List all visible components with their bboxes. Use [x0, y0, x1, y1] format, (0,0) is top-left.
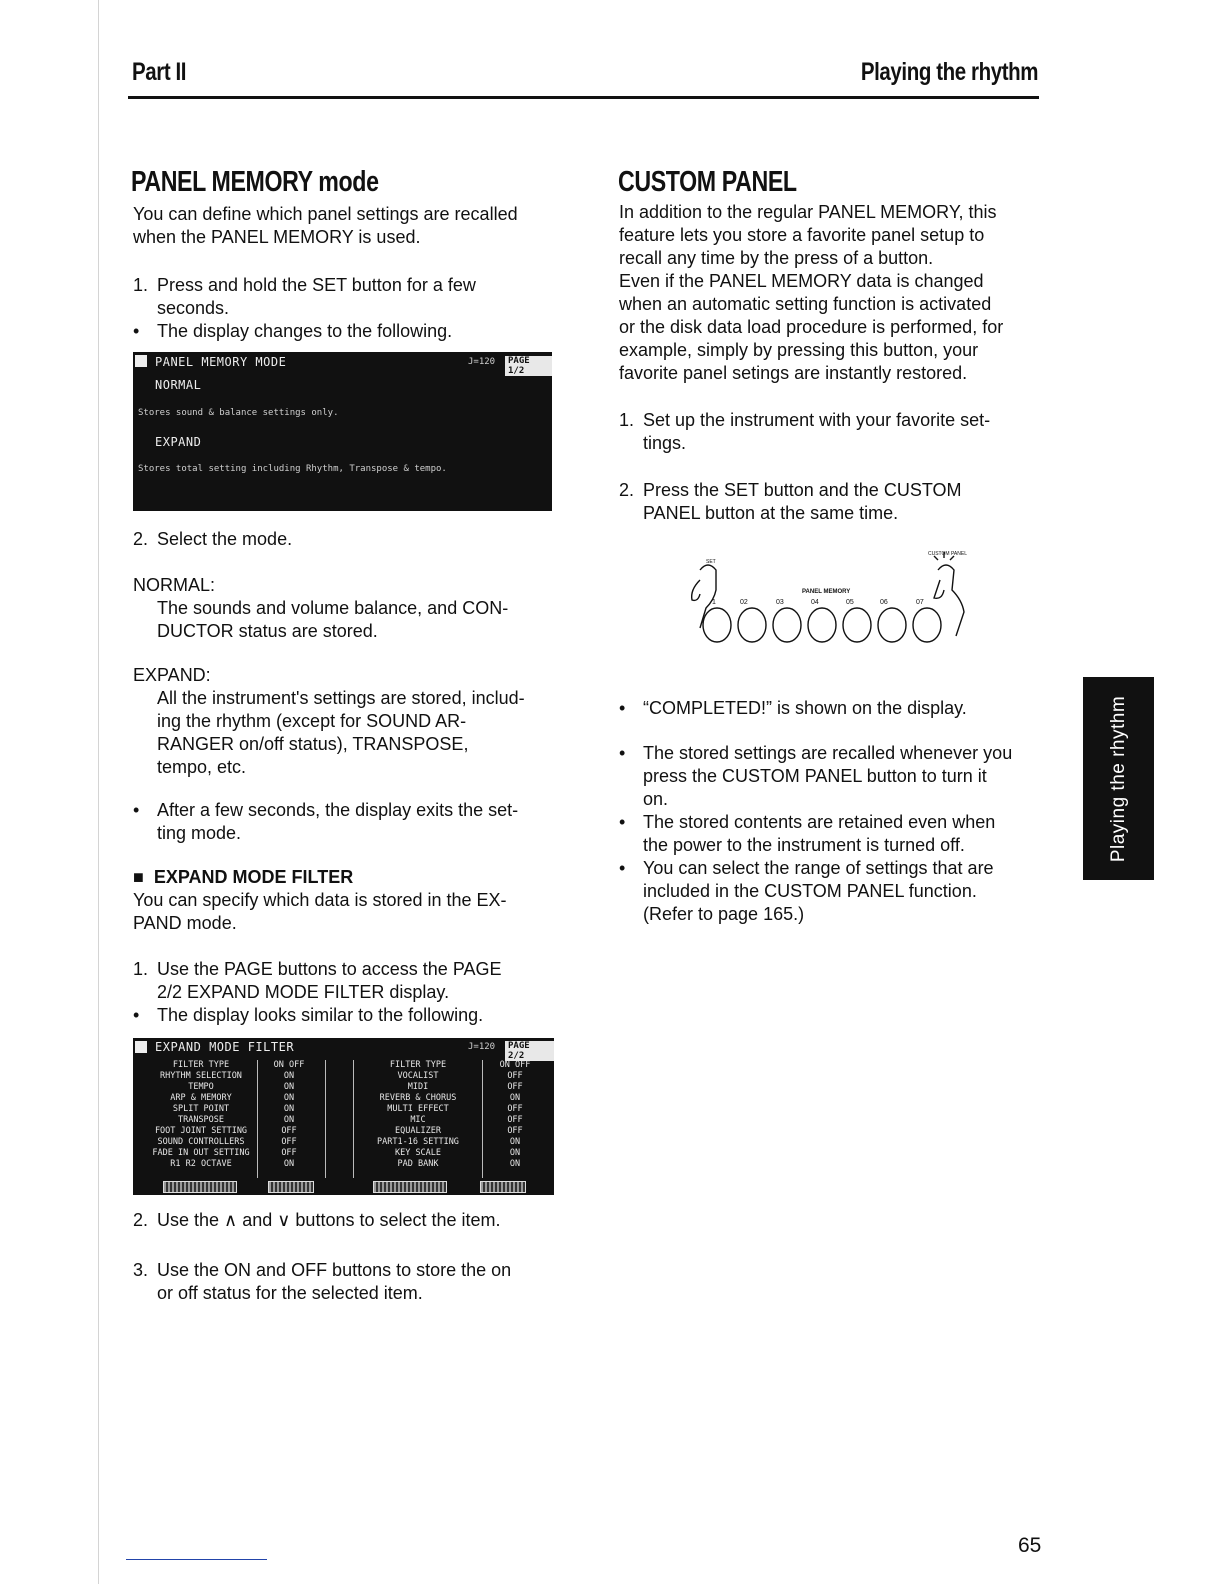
memory-button-icon	[878, 608, 906, 642]
table-cell: OFF	[507, 1104, 523, 1114]
bullet-line: (Refer to page 165.)	[643, 904, 805, 924]
step-1: 1. Press and hold the SET button for a few seconds. • The display changes to the following.	[133, 275, 476, 341]
option-expand: EXPAND	[155, 435, 202, 449]
right-hand-icon	[934, 565, 964, 636]
table-cell: ON	[283, 1115, 295, 1125]
after-line: After a few seconds, the display exits the set-	[157, 800, 519, 820]
column-header: FILTER TYPE	[389, 1060, 447, 1070]
option-normal: NORMAL	[155, 378, 202, 392]
custom-step-1-line: Set up the instrument with your favorite set-	[643, 410, 991, 430]
column-header: ON OFF	[273, 1060, 305, 1070]
filter-step-1-line: Use the PAGE buttons to access the PAGE	[157, 959, 502, 979]
table-cell: MIC	[410, 1115, 426, 1125]
table-cell: PART1-16 SETTING	[377, 1137, 459, 1147]
normal-line: DUCTOR status are stored.	[157, 621, 378, 641]
square-bullet-icon: ■	[133, 867, 154, 887]
custom-panel-intro	[619, 201, 1041, 385]
filter-heading: EXPAND MODE FILTER	[153, 867, 354, 887]
page-binding-edge	[98, 0, 99, 1584]
after-line: ting mode.	[157, 823, 242, 843]
part-label: Part II	[132, 58, 187, 86]
button-number: 02	[740, 599, 748, 606]
table-cell: OFF	[507, 1115, 523, 1125]
table-cell: MULTI EFFECT	[387, 1104, 449, 1114]
filter-step-2: 2. Use the ∧ and ∨ buttons to select the item.	[133, 1210, 501, 1230]
display-menu-icon	[135, 355, 147, 367]
step-1-line: seconds.	[157, 298, 230, 318]
filter-table-right	[353, 1060, 550, 1178]
table-cell: ON	[283, 1159, 295, 1169]
normal-description	[133, 574, 558, 643]
step-2-text: Select the mode.	[157, 529, 293, 549]
table-cell: FOOT JOINT SETTING	[154, 1126, 248, 1136]
bullet-line: “COMPLETED!” is shown on the display.	[643, 698, 967, 718]
bullet-line: the power to the instrument is turned off.	[643, 835, 965, 855]
intro-line: You can define which panel settings are recalled	[133, 204, 518, 224]
custom-step-1-line: tings.	[643, 433, 687, 453]
filter-step-1-line: 2/2 EXPAND MODE FILTER display.	[157, 982, 450, 1002]
normal-line: The sounds and volume balance, and CON-	[157, 598, 509, 618]
table-cell: OFF	[507, 1082, 523, 1092]
memory-button-icon	[843, 608, 871, 642]
scroll-indicator	[268, 1181, 314, 1193]
display-page-badge: PAGE 1/2	[505, 356, 552, 376]
custom-bullet-1: • “COMPLETED!” is shown on the display.	[619, 698, 967, 718]
memory-button-icon	[808, 608, 836, 642]
display-page-badge: PAGE 2/2	[505, 1041, 554, 1061]
button-number: 07	[916, 599, 924, 606]
memory-button-icon	[773, 608, 801, 642]
table-cell: SOUND CONTROLLERS	[157, 1137, 245, 1147]
intro-line: when an automatic setting function is activated	[619, 294, 992, 314]
table-cell: TRANSPOSE	[177, 1115, 225, 1125]
table-cell: OFF	[507, 1126, 523, 1136]
display-title: EXPAND MODE FILTER	[155, 1040, 295, 1054]
button-number: 06	[880, 599, 888, 606]
expand-label: EXPAND:	[133, 665, 211, 685]
filter-line: PAND mode.	[133, 913, 237, 933]
intro-line: Even if the PANEL MEMORY data is changed	[619, 271, 984, 291]
set-label: SET	[706, 559, 716, 565]
panel-buttons-illustration	[670, 550, 990, 650]
memory-button-icon	[913, 608, 941, 642]
button-number: 04	[811, 599, 819, 606]
expand-description	[133, 664, 558, 779]
intro-line: when the PANEL MEMORY is used.	[133, 227, 421, 247]
bullet-line: The stored contents are retained even when	[643, 812, 996, 832]
section-title: Playing the rhythm	[860, 58, 1038, 86]
table-cell: PAD BANK	[397, 1159, 439, 1169]
display-tempo: J=120	[468, 1042, 496, 1052]
panel-memory-label: PANEL MEMORY	[802, 589, 851, 595]
bullet-line: The stored settings are recalled whenever you	[643, 743, 1013, 763]
custom-panel-heading: CUSTOM PANEL	[618, 166, 797, 198]
table-cell: MIDI	[407, 1082, 429, 1092]
table-cell: ON	[509, 1137, 521, 1147]
intro-line: recall any time by the press of a button.	[619, 248, 934, 268]
button-number: 05	[846, 599, 854, 606]
filter-table-left	[145, 1060, 326, 1178]
filter-step-2-text: Use the ∧ and ∨ buttons to select the item.	[157, 1210, 501, 1230]
expand-filter-section	[133, 866, 558, 935]
filter-step-3: 3. Use the ON and OFF buttons to store the on or off status for the selected item.	[133, 1260, 512, 1303]
bullet-line: press the CUSTOM PANEL button to turn it	[643, 766, 987, 786]
bullet-line: included in the CUSTOM PANEL function.	[643, 881, 977, 901]
bullet-line: You can select the range of settings that are	[643, 858, 994, 878]
filter-line: You can specify which data is stored in the EX-	[133, 890, 507, 910]
column-header: FILTER TYPE	[172, 1060, 230, 1070]
footer-line	[126, 1559, 267, 1560]
scroll-indicator	[480, 1181, 526, 1193]
normal-label: NORMAL:	[133, 575, 216, 595]
table-cell: OFF	[281, 1137, 297, 1147]
button-number: 03	[776, 599, 784, 606]
table-cell: ON	[283, 1104, 295, 1114]
scroll-indicator	[373, 1181, 447, 1193]
custom-panel-label: CUSTOM PANEL	[928, 551, 967, 557]
display-menu-icon	[135, 1041, 147, 1053]
table-cell: OFF	[281, 1126, 297, 1136]
chapter-side-tab	[1083, 677, 1154, 880]
bullet-line: on.	[643, 789, 669, 809]
column-header: ON OFF	[499, 1060, 531, 1070]
after-note: • After a few seconds, the display exits the set- ting mode.	[133, 800, 519, 843]
step-1-bullet: The display changes to the following.	[157, 321, 453, 341]
table-cell: FADE IN OUT SETTING	[152, 1148, 250, 1158]
memory-button-icon	[738, 608, 766, 642]
table-cell: ON	[283, 1071, 295, 1081]
table-cell: ON	[509, 1159, 521, 1169]
table-cell: TEMPO	[188, 1082, 214, 1092]
button-number: 1	[712, 599, 716, 606]
table-cell: ON	[509, 1093, 521, 1103]
custom-bullet-group: • The stored settings are recalled whenever you press the CUSTOM PANEL button to turn it on. • The stored contents are retained even when the power to the instrument is turned off. • You can select the range of settings that are included in the CUSTOM PANEL function. (Refer to page 165.)	[619, 743, 1013, 924]
table-cell: OFF	[507, 1071, 523, 1081]
filter-step-3-line: or off status for the selected item.	[157, 1283, 423, 1303]
expand-line: tempo, etc.	[157, 757, 247, 777]
intro-line: example, simply by pressing this button, your	[619, 340, 979, 360]
expand-line: RANGER on/off status), TRANSPOSE,	[157, 734, 469, 754]
filter-step-3-line: Use the ON and OFF buttons to store the on	[157, 1260, 512, 1280]
page-number: 65	[1018, 1534, 1042, 1557]
option-expand-desc: Stores total setting including Rhythm, Transpose & tempo.	[138, 464, 447, 474]
table-cell: ON	[509, 1148, 521, 1158]
table-cell: SPLIT POINT	[172, 1104, 230, 1114]
table-cell: OFF	[281, 1148, 297, 1158]
intro-line: feature lets you store a favorite panel setup to	[619, 225, 985, 245]
expand-line: ing the rhythm (except for SOUND AR-	[157, 711, 467, 731]
intro-line: favorite panel setings are instantly restored.	[619, 363, 968, 383]
table-cell: REVERB & CHORUS	[379, 1093, 457, 1103]
intro-line: or the disk data load procedure is performed, for	[619, 317, 1004, 337]
panel-memory-heading: PANEL MEMORY mode	[131, 166, 379, 198]
expand-filter-display	[133, 1038, 554, 1195]
table-cell: R1 R2 OCTAVE	[170, 1159, 232, 1169]
intro-line: In addition to the regular PANEL MEMORY, this	[619, 202, 997, 222]
option-normal-desc: Stores sound & balance settings only.	[138, 408, 339, 418]
table-cell: KEY SCALE	[394, 1148, 442, 1158]
panel-memory-intro	[133, 203, 558, 249]
scroll-indicator	[163, 1181, 237, 1193]
side-tab-label: Playing the rhythm	[1107, 695, 1129, 862]
filter-step-1-bullet: The display looks similar to the following.	[157, 1005, 484, 1025]
table-cell: VOCALIST	[397, 1071, 439, 1081]
custom-step-2-line: Press the SET button and the CUSTOM	[643, 480, 962, 500]
step-1-line: Press and hold the SET button for a few	[157, 275, 476, 295]
header-rule	[128, 96, 1039, 99]
custom-step-1: 1. Set up the instrument with your favorite set- tings.	[619, 410, 991, 453]
step-2: 2. Select the mode.	[133, 529, 293, 549]
panel-memory-display	[133, 352, 552, 511]
custom-step-2-line: PANEL button at the same time.	[643, 503, 899, 523]
memory-button-icon	[703, 608, 731, 642]
table-cell: ARP & MEMORY	[170, 1093, 232, 1103]
display-tempo: J=120	[468, 357, 496, 367]
table-cell: RHYTHM SELECTION	[160, 1071, 242, 1081]
display-title: PANEL MEMORY MODE	[155, 355, 287, 369]
table-cell: ON	[283, 1082, 295, 1092]
expand-line: All the instrument's settings are stored, includ-	[157, 688, 525, 708]
table-cell: ON	[283, 1093, 295, 1103]
table-cell: EQUALIZER	[394, 1126, 442, 1136]
filter-step-1: 1. Use the PAGE buttons to access the PAGE 2/2 EXPAND MODE FILTER display. • The display looks similar to the following.	[133, 959, 502, 1025]
custom-step-2: 2. Press the SET button and the CUSTOM PANEL button at the same time.	[619, 480, 962, 523]
